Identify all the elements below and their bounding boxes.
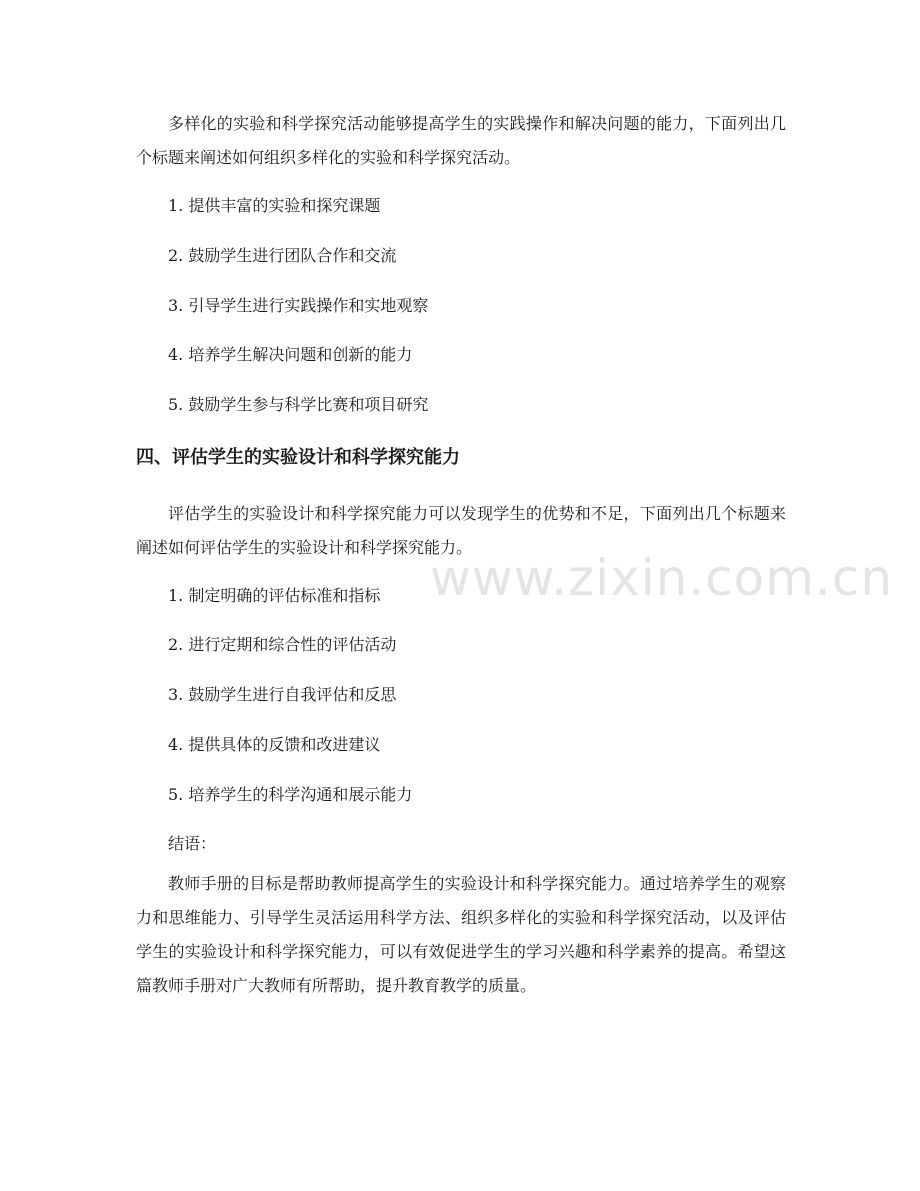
section-paragraph: 评估学生的实验设计和科学探究能力可以发现学生的优势和不足，下面列出几个标题来阐述如何评估学生的实验设计和科学探究能力。 [136, 504, 786, 557]
list-item: 5. 培养学生的科学沟通和展示能力 [168, 785, 413, 804]
conclusion-label: 结语： [168, 834, 217, 853]
list-item: 3. 鼓励学生进行自我评估和反思 [168, 685, 397, 704]
list-item: 4. 提供具体的反馈和改进建议 [168, 735, 381, 754]
watermark: www.zixin.com.cn [430, 549, 894, 607]
conclusion-paragraph: 教师手册的目标是帮助教师提高学生的实验设计和科学探究能力。通过培养学生的观察力和思维能力、引导学生灵活运用科学方法、组织多样化的实验和科学探究活动，以及评估学生的实验设计和科学探究能力，可以有效促进学生的学习兴趣和科学素养的提高。希望这篇教师手册对广大教师有所帮助，提升教育教学的质量。 [136, 874, 786, 995]
list-item: 2. 鼓励学生进行团队合作和交流 [168, 246, 397, 265]
list-item: 5. 鼓励学生参与科学比赛和项目研究 [168, 395, 429, 414]
section-heading: 四、评估学生的实验设计和科学探究能力 [136, 447, 460, 468]
list-item: 1. 提供丰富的实验和探究课题 [168, 196, 381, 215]
list-item: 3. 引导学生进行实践操作和实地观察 [168, 296, 429, 315]
list-item: 1. 制定明确的评估标准和指标 [168, 586, 381, 605]
list-item: 4. 培养学生解决问题和创新的能力 [168, 345, 413, 364]
list-item: 2. 进行定期和综合性的评估活动 [168, 635, 397, 654]
intro-paragraph: 多样化的实验和科学探究活动能够提高学生的实践操作和解决问题的能力，下面列出几个标题来阐述如何组织多样化的实验和科学探究活动。 [136, 114, 786, 167]
